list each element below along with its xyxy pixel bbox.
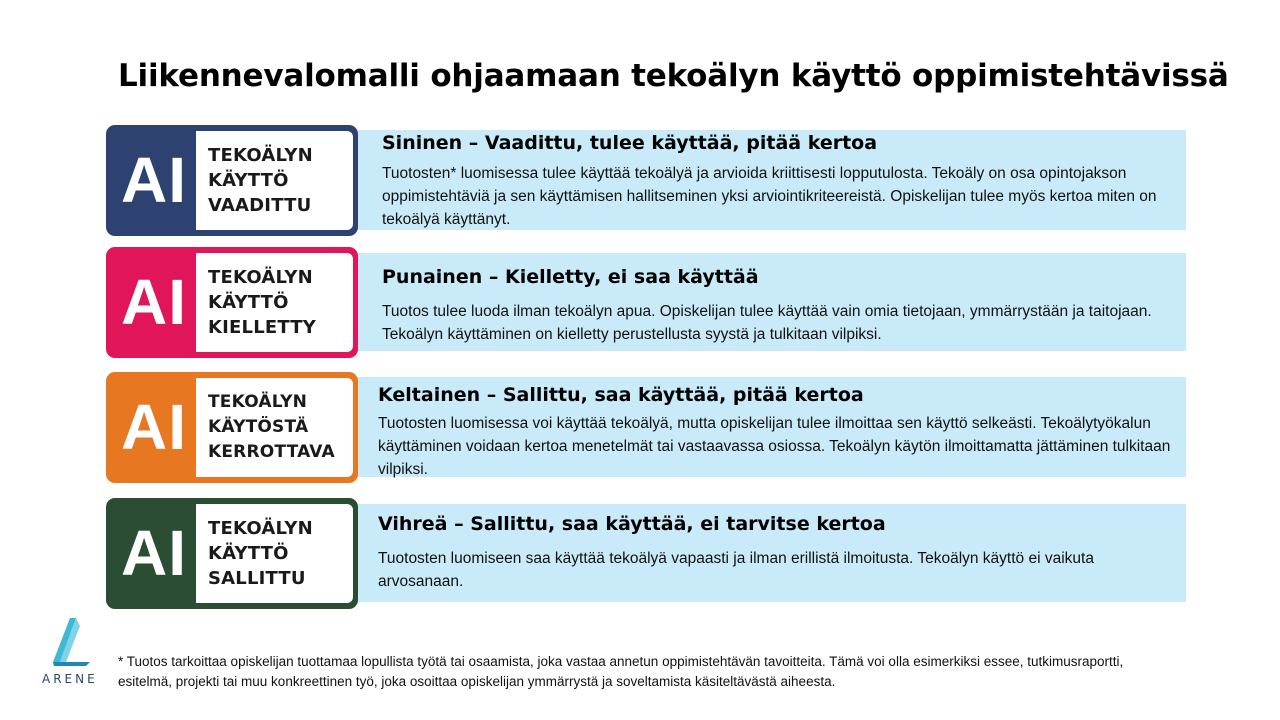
- ai-required-badge: [106, 125, 358, 236]
- badge-label: TEKOÄLYN KÄYTÖSTÄ KERROTTAVA: [208, 392, 335, 462]
- badge-ai-text: AI: [121, 517, 187, 589]
- arene-logo-text: ARENE: [42, 672, 98, 686]
- rule-row-yellow: [106, 372, 1186, 483]
- ai-allowed-badge: [106, 498, 358, 609]
- badge-label: TEKOÄLYN KÄYTTÖ VAADITTU: [208, 145, 313, 216]
- badge-label: TEKOÄLYN KÄYTTÖ SALLITTU: [208, 518, 313, 589]
- rule-description: Tuotosten luomisessa voi käyttää tekoälyä, mutta opiskelijan tulee ilmoittaa sen käyttö selkeästi. Tekoälytyökalun käyttäminen voidaan kertoa menetelmät tai vastaavassa osiossa. Tekoälyn käytön ilmoittamatta jättäminen tulkitaan vilpiksi.: [378, 415, 1171, 478]
- rule-description: Tuotosten luomiseen saa käyttää tekoälyä vapaasti ja ilman erillistä ilmoitusta. Tekoälyn käyttö ei vaikuta arvosanaan.: [378, 550, 1094, 590]
- badge-ai-text: AI: [121, 144, 187, 216]
- ai-forbidden-badge: [106, 247, 358, 358]
- badge-label: TEKOÄLYN KÄYTTÖ KIELLETTY: [208, 267, 316, 338]
- rule-heading: Keltainen – Sallittu, saa käyttää, pitää kertoa: [378, 384, 864, 406]
- rule-heading: Punainen – Kielletty, ei saa käyttää: [382, 266, 759, 288]
- badge-ai-text: AI: [121, 391, 187, 463]
- rule-row-green: [106, 498, 1186, 609]
- rule-heading: Vihreä – Sallittu, saa käyttää, ei tarvitse kertoa: [378, 513, 886, 535]
- badge-ai-text: AI: [121, 266, 187, 338]
- rule-row-red: [106, 247, 1186, 358]
- rule-description: Tuotosten* luomisessa tulee käyttää tekoälyä ja arvioida kriittisesti lopputulosta. Tekoäly on osa opintojakson oppimistehtäviä ja sen käyttämisen hallitseminen yksi arviointikriteereistä. Opiskelijan tulee myös kertoa miten on tekoälyä käyttänyt.: [382, 165, 1157, 228]
- rule-row-blue: [106, 125, 1186, 236]
- rule-description: Tuotos tulee luoda ilman tekoälyn apua. Opiskelijan tulee käyttää vain omia tietojaan, ymmärrystään ja taitojaan. Tekoälyn käyttäminen on kielletty perustellusta syystä ja tulkitaan vilpiksi.: [382, 303, 1152, 343]
- ai-disclose-badge: [106, 372, 358, 483]
- footnote: * Tuotos tarkoittaa opiskelijan tuottamaa lopullista työtä tai osaamista, joka vastaa annetun oppimistehtävän tavoitteita. Tämä voi olla esimerkiksi essee, tutkimusraportti, esitelmä, projekti tai muu konkreettinen työ, joka osoittaa opiskelijan ymmärrystä ja soveltamista käsiteltävästä aiheesta.: [118, 654, 1124, 689]
- page-title: Liikennevalomalli ohjaamaan tekoälyn käyttö oppimistehtävissä: [118, 58, 1229, 94]
- rule-heading: Sininen – Vaadittu, tulee käyttää, pitää kertoa: [382, 132, 878, 154]
